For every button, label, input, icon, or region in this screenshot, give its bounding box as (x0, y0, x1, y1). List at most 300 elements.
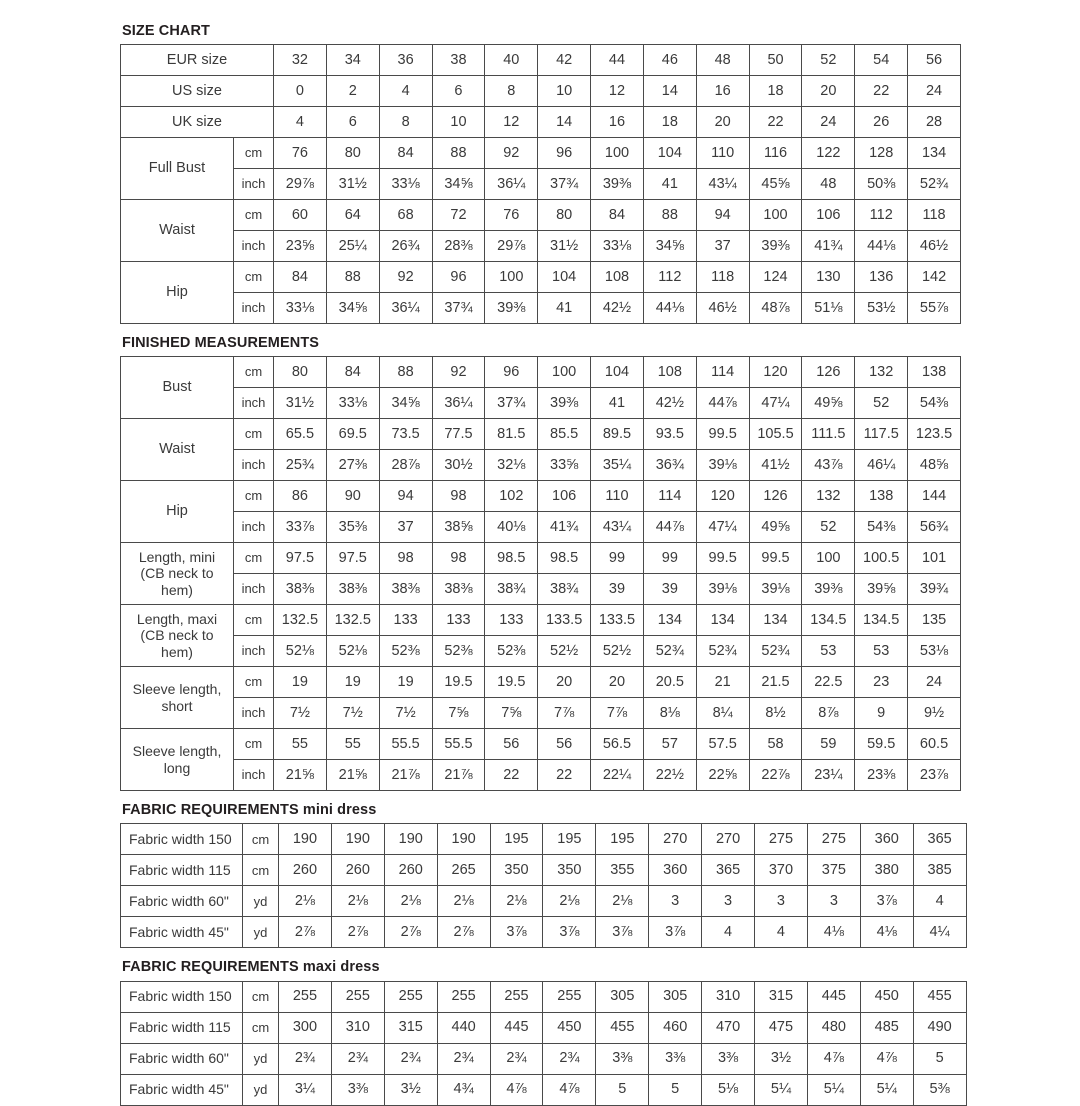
table-cell: 8⅛ (643, 698, 696, 729)
table-cell: 56.5 (591, 729, 644, 760)
table-cell: 65.5 (274, 419, 327, 450)
table-cell: 38¾ (538, 574, 591, 605)
row-unit: inch (234, 169, 274, 200)
table-cell: 38⅜ (326, 574, 379, 605)
table-cell: 40⅛ (485, 512, 538, 543)
table-cell: 38⅜ (379, 574, 432, 605)
table-cell: 39⅛ (696, 574, 749, 605)
table-cell: 100 (538, 357, 591, 388)
table-cell: 59 (802, 729, 855, 760)
table-cell: 2⅛ (596, 886, 649, 917)
table-cell: 134 (696, 605, 749, 636)
table-cell: 190 (384, 824, 437, 855)
table-cell: 455 (913, 981, 966, 1012)
table-cell: 12 (591, 76, 644, 107)
table-cell: 52¾ (696, 636, 749, 667)
table-cell: 57 (643, 729, 696, 760)
table-cell: 55 (326, 729, 379, 760)
table-cell: 96 (485, 357, 538, 388)
table-cell: 54⅜ (908, 388, 961, 419)
row-label: US size (121, 76, 274, 107)
table-cell: 53½ (855, 293, 908, 324)
size-chart-body (121, 45, 961, 324)
table-cell: 32⅛ (485, 450, 538, 481)
table-cell: 21⅝ (274, 760, 327, 791)
row-label: Sleeve length, long (121, 729, 234, 791)
table-cell: 2⅞ (437, 917, 490, 948)
table-cell: 35⅜ (326, 512, 379, 543)
row-unit: yd (243, 1074, 279, 1105)
table-cell: 2¾ (279, 1043, 332, 1074)
table-cell: 14 (643, 76, 696, 107)
table-cell: 100 (485, 262, 538, 293)
table-cell: 7⅞ (591, 698, 644, 729)
table-cell: 128 (855, 138, 908, 169)
table-cell: 52⅛ (274, 636, 327, 667)
table-cell: 3⅜ (331, 1074, 384, 1105)
table-cell: 33⅝ (538, 450, 591, 481)
table-cell: 38¾ (485, 574, 538, 605)
table-cell: 5¼ (860, 1074, 913, 1105)
table-row (121, 357, 961, 388)
table-cell: 45⅝ (749, 169, 802, 200)
table-cell: 117.5 (855, 419, 908, 450)
table-cell: 4⅞ (490, 1074, 543, 1105)
table-cell: 2⅛ (331, 886, 384, 917)
table-cell: 34⅝ (379, 388, 432, 419)
table-cell: 5 (596, 1074, 649, 1105)
row-unit: inch (234, 760, 274, 791)
table-cell: 4⅞ (860, 1043, 913, 1074)
fabric-maxi-heading (122, 958, 960, 976)
table-cell: 98.5 (485, 543, 538, 574)
table-cell: 92 (379, 262, 432, 293)
table-cell: 132 (855, 357, 908, 388)
table-cell: 47¼ (749, 388, 802, 419)
table-cell: 2⅞ (279, 917, 332, 948)
table-cell: 42½ (643, 388, 696, 419)
table-cell: 20 (696, 107, 749, 138)
table-cell: 31½ (274, 388, 327, 419)
table-cell: 37¾ (432, 293, 485, 324)
fabric-mini-body (121, 824, 967, 948)
table-cell: 305 (649, 981, 702, 1012)
table-cell: 102 (485, 481, 538, 512)
table-cell: 480 (807, 1012, 860, 1043)
table-cell: 44 (591, 45, 644, 76)
row-unit: cm (243, 1012, 279, 1043)
table-row (121, 76, 961, 107)
table-cell: 133.5 (591, 605, 644, 636)
table-cell: 43¼ (591, 512, 644, 543)
table-cell: 114 (696, 357, 749, 388)
table-cell: 255 (279, 981, 332, 1012)
table-row (121, 605, 961, 636)
table-cell: 8⅞ (802, 698, 855, 729)
table-cell: 4 (913, 886, 966, 917)
table-cell: 90 (326, 481, 379, 512)
table-cell: 134.5 (802, 605, 855, 636)
table-cell: 52½ (591, 636, 644, 667)
table-cell: 88 (643, 200, 696, 231)
table-row (121, 636, 961, 667)
table-cell: 7⅝ (432, 698, 485, 729)
table-cell: 51⅛ (802, 293, 855, 324)
table-cell: 126 (749, 481, 802, 512)
table-cell: 29⅞ (274, 169, 327, 200)
table-cell: 48⅞ (749, 293, 802, 324)
row-unit: cm (234, 262, 274, 293)
table-cell: 44⅛ (643, 293, 696, 324)
table-cell: 305 (596, 981, 649, 1012)
table-row (121, 543, 961, 574)
table-cell: 28⅜ (432, 231, 485, 262)
table-cell: 445 (807, 981, 860, 1012)
table-cell: 7½ (379, 698, 432, 729)
table-cell: 355 (596, 855, 649, 886)
table-cell: 134 (908, 138, 961, 169)
row-unit: inch (234, 231, 274, 262)
table-cell: 111.5 (802, 419, 855, 450)
table-cell: 48 (696, 45, 749, 76)
table-cell: 24 (802, 107, 855, 138)
table-row (121, 1043, 967, 1074)
table-cell: 85.5 (538, 419, 591, 450)
table-cell: 97.5 (274, 543, 327, 574)
table-cell: 300 (279, 1012, 332, 1043)
table-cell: 22 (749, 107, 802, 138)
table-cell: 108 (591, 262, 644, 293)
table-cell: 28 (908, 107, 961, 138)
table-cell: 39⅛ (696, 450, 749, 481)
table-cell: 100 (749, 200, 802, 231)
table-cell: 99.5 (696, 543, 749, 574)
table-cell: 36¼ (379, 293, 432, 324)
row-unit: cm (243, 855, 279, 886)
row-label: Fabric width 115 (121, 855, 243, 886)
table-cell: 3⅞ (596, 917, 649, 948)
table-cell: 31½ (326, 169, 379, 200)
table-row (121, 824, 967, 855)
table-cell: 112 (855, 200, 908, 231)
table-cell: 270 (649, 824, 702, 855)
table-cell: 3 (807, 886, 860, 917)
finished-measurements-heading: FINISHED MEASUREMENTS (122, 335, 320, 352)
table-cell: 3⅞ (860, 886, 913, 917)
row-unit: cm (243, 824, 279, 855)
table-cell: 88 (379, 357, 432, 388)
table-cell: 96 (432, 262, 485, 293)
table-cell: 7½ (326, 698, 379, 729)
table-cell: 36¼ (432, 388, 485, 419)
table-cell: 58 (749, 729, 802, 760)
table-cell: 5 (913, 1043, 966, 1074)
table-cell: 37¾ (485, 388, 538, 419)
table-cell: 4 (702, 917, 755, 948)
table-cell: 55 (274, 729, 327, 760)
table-cell: 138 (908, 357, 961, 388)
row-unit: inch (234, 450, 274, 481)
table-cell: 375 (807, 855, 860, 886)
table-cell: 4 (379, 76, 432, 107)
table-cell: 8 (485, 76, 538, 107)
table-cell: 5¼ (755, 1074, 808, 1105)
table-cell: 265 (437, 855, 490, 886)
table-cell: 350 (543, 855, 596, 886)
table-cell: 440 (437, 1012, 490, 1043)
table-cell: 77.5 (432, 419, 485, 450)
table-cell: 84 (591, 200, 644, 231)
row-unit: cm (234, 605, 274, 636)
table-cell: 35¼ (591, 450, 644, 481)
table-cell: 365 (913, 824, 966, 855)
table-cell: 36¾ (643, 450, 696, 481)
table-cell: 4⅞ (543, 1074, 596, 1105)
table-cell: 470 (702, 1012, 755, 1043)
table-cell: 21 (696, 667, 749, 698)
fabric-maxi-table (120, 981, 967, 1106)
table-cell: 3½ (384, 1074, 437, 1105)
table-cell: 98 (432, 543, 485, 574)
table-cell: 96 (538, 138, 591, 169)
table-cell: 39 (591, 574, 644, 605)
row-unit: cm (243, 981, 279, 1012)
table-row (121, 450, 961, 481)
table-cell: 6 (432, 76, 485, 107)
table-cell: 37¾ (538, 169, 591, 200)
row-label: UK size (121, 107, 274, 138)
table-cell: 44⅞ (696, 388, 749, 419)
table-cell: 20.5 (643, 667, 696, 698)
table-cell: 136 (855, 262, 908, 293)
table-cell: 4⅞ (807, 1043, 860, 1074)
table-cell: 33⅞ (274, 512, 327, 543)
table-cell: 41¾ (538, 512, 591, 543)
table-cell: 50 (749, 45, 802, 76)
table-cell: 2¾ (331, 1043, 384, 1074)
table-cell: 27⅜ (326, 450, 379, 481)
row-label: Length, mini (CB neck to hem) (121, 543, 234, 605)
table-cell: 134.5 (855, 605, 908, 636)
table-cell: 99.5 (696, 419, 749, 450)
table-cell: 56 (538, 729, 591, 760)
table-cell: 3⅜ (649, 1043, 702, 1074)
table-cell: 124 (749, 262, 802, 293)
table-cell: 310 (331, 1012, 384, 1043)
row-label: Fabric width 60" (121, 886, 243, 917)
table-cell: 99 (591, 543, 644, 574)
table-cell: 38 (432, 45, 485, 76)
table-cell: 260 (331, 855, 384, 886)
table-cell: 38⅜ (432, 574, 485, 605)
table-cell: 92 (432, 357, 485, 388)
table-cell: 25¾ (274, 450, 327, 481)
table-cell: 460 (649, 1012, 702, 1043)
table-row (121, 138, 961, 169)
table-cell: 275 (807, 824, 860, 855)
table-cell: 36¼ (485, 169, 538, 200)
table-cell: 104 (538, 262, 591, 293)
table-row (121, 231, 961, 262)
table-cell: 20 (802, 76, 855, 107)
table-cell: 50⅜ (855, 169, 908, 200)
table-cell: 133.5 (538, 605, 591, 636)
table-cell: 5 (649, 1074, 702, 1105)
table-cell: 98 (379, 543, 432, 574)
finished-measurements-block (120, 334, 960, 791)
table-cell: 59.5 (855, 729, 908, 760)
finished-measurements-table (120, 356, 961, 791)
table-cell: 4 (274, 107, 327, 138)
table-cell: 56¾ (908, 512, 961, 543)
table-cell: 133 (432, 605, 485, 636)
table-cell: 76 (274, 138, 327, 169)
fabric-maxi-body (121, 981, 967, 1105)
table-row (121, 107, 961, 138)
size-chart-table (120, 44, 961, 324)
row-label: Hip (121, 262, 234, 324)
table-cell: 260 (384, 855, 437, 886)
table-cell: 38⅝ (432, 512, 485, 543)
table-cell: 255 (543, 981, 596, 1012)
table-cell: 39⅜ (591, 169, 644, 200)
table-cell: 5¼ (807, 1074, 860, 1105)
table-cell: 118 (696, 262, 749, 293)
table-cell: 41¾ (802, 231, 855, 262)
row-unit: yd (243, 917, 279, 948)
table-cell: 52 (855, 388, 908, 419)
table-cell: 48⅝ (908, 450, 961, 481)
table-cell: 37 (379, 512, 432, 543)
table-cell: 31½ (538, 231, 591, 262)
table-cell: 350 (490, 855, 543, 886)
table-cell: 2⅞ (331, 917, 384, 948)
table-row (121, 855, 967, 886)
table-cell: 255 (384, 981, 437, 1012)
table-cell: 33⅛ (379, 169, 432, 200)
table-cell: 310 (702, 981, 755, 1012)
table-row (121, 481, 961, 512)
table-cell: 54 (855, 45, 908, 76)
row-label: Fabric width 45" (121, 1074, 243, 1105)
table-cell: 86 (274, 481, 327, 512)
table-cell: 3 (702, 886, 755, 917)
fabric-maxi-heading-bold: FABRIC REQUIREMENTS (122, 959, 299, 976)
table-cell: 69.5 (326, 419, 379, 450)
table-row (121, 981, 967, 1012)
table-cell: 132.5 (274, 605, 327, 636)
table-cell: 144 (908, 481, 961, 512)
table-cell: 76 (485, 200, 538, 231)
table-cell: 3¼ (279, 1074, 332, 1105)
table-cell: 22 (485, 760, 538, 791)
row-label: Fabric width 60" (121, 1043, 243, 1074)
table-cell: 34⅝ (643, 231, 696, 262)
table-cell: 132.5 (326, 605, 379, 636)
row-label: Length, maxi (CB neck to hem) (121, 605, 234, 667)
table-cell: 26¾ (379, 231, 432, 262)
table-cell: 18 (749, 76, 802, 107)
table-cell: 98.5 (538, 543, 591, 574)
table-cell: 16 (696, 76, 749, 107)
table-cell: 485 (860, 1012, 913, 1043)
table-cell: 385 (913, 855, 966, 886)
row-unit: cm (234, 543, 274, 574)
row-unit: cm (234, 200, 274, 231)
table-cell: 52⅜ (432, 636, 485, 667)
table-cell: 2 (326, 76, 379, 107)
table-cell: 46½ (696, 293, 749, 324)
fabric-maxi-heading-rest: maxi dress (298, 959, 380, 976)
table-cell: 4¾ (437, 1074, 490, 1105)
row-unit: yd (243, 1043, 279, 1074)
table-cell: 22⅞ (749, 760, 802, 791)
table-cell: 114 (643, 481, 696, 512)
table-cell: 54⅜ (855, 512, 908, 543)
table-cell: 120 (696, 481, 749, 512)
table-cell: 100.5 (855, 543, 908, 574)
table-cell: 100 (802, 543, 855, 574)
table-cell: 21⅞ (432, 760, 485, 791)
table-cell: 3⅞ (649, 917, 702, 948)
table-cell: 122 (802, 138, 855, 169)
table-cell: 99.5 (749, 543, 802, 574)
table-cell: 10 (432, 107, 485, 138)
table-cell: 8½ (749, 698, 802, 729)
table-cell: 41 (538, 293, 591, 324)
row-label: Fabric width 150 (121, 824, 243, 855)
table-cell: 255 (437, 981, 490, 1012)
table-cell: 26 (855, 107, 908, 138)
table-row (121, 262, 961, 293)
table-cell: 60 (274, 200, 327, 231)
row-unit: cm (234, 729, 274, 760)
table-cell: 80 (538, 200, 591, 231)
table-cell: 19 (274, 667, 327, 698)
row-label: Fabric width 150 (121, 981, 243, 1012)
table-cell: 7½ (274, 698, 327, 729)
row-unit: yd (243, 886, 279, 917)
table-cell: 34⅝ (326, 293, 379, 324)
table-cell: 23⅞ (908, 760, 961, 791)
table-cell: 23⅝ (274, 231, 327, 262)
table-cell: 23¼ (802, 760, 855, 791)
table-cell: 39¾ (908, 574, 961, 605)
table-cell: 30½ (432, 450, 485, 481)
table-cell: 126 (802, 357, 855, 388)
table-cell: 108 (643, 357, 696, 388)
table-cell: 81.5 (485, 419, 538, 450)
table-cell: 23⅜ (855, 760, 908, 791)
table-cell: 195 (543, 824, 596, 855)
table-cell: 52⅜ (485, 636, 538, 667)
table-cell: 106 (538, 481, 591, 512)
table-cell: 133 (485, 605, 538, 636)
table-cell: 47¼ (696, 512, 749, 543)
table-cell: 4⅛ (807, 917, 860, 948)
table-cell: 92 (485, 138, 538, 169)
table-cell: 133 (379, 605, 432, 636)
fabric-mini-block (120, 801, 960, 948)
row-unit: inch (234, 388, 274, 419)
table-cell: 94 (379, 481, 432, 512)
row-unit: cm (234, 481, 274, 512)
table-cell: 22.5 (802, 667, 855, 698)
fabric-mini-heading (122, 801, 960, 819)
table-cell: 84 (274, 262, 327, 293)
table-cell: 21⅞ (379, 760, 432, 791)
table-cell: 0 (274, 76, 327, 107)
